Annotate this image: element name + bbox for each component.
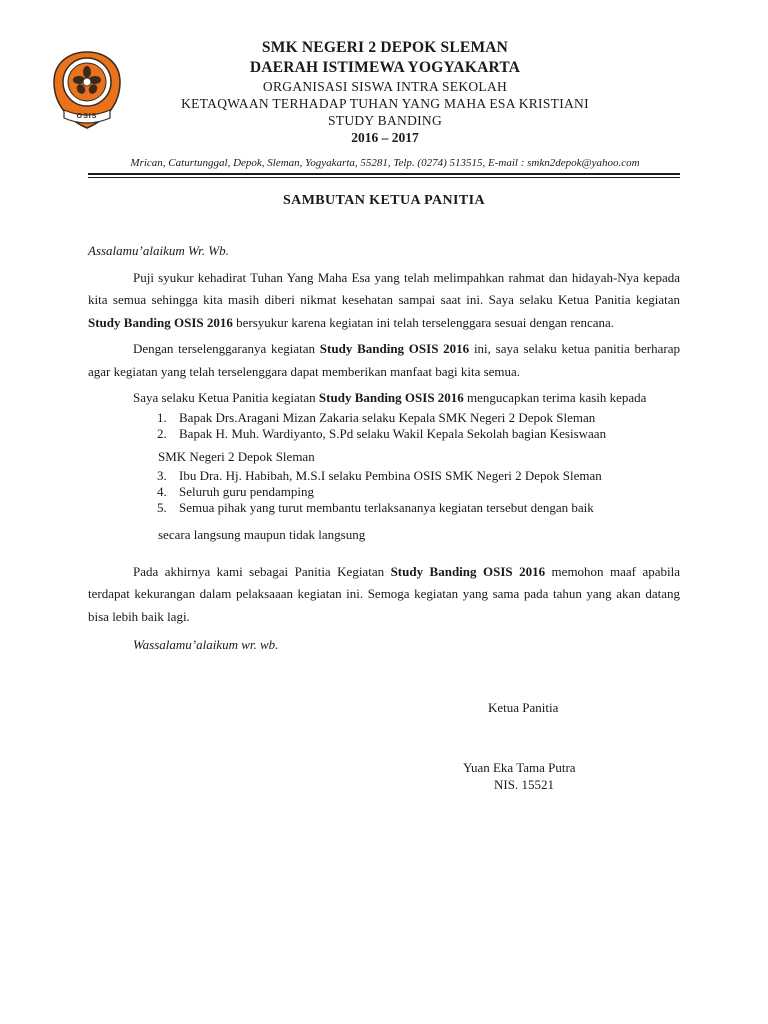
list-item-number: 1. xyxy=(157,409,167,425)
list-item-text-continued: secara langsung maupun tidak langsung xyxy=(158,527,366,542)
signature-name: Yuan Eka Tama Putra xyxy=(463,760,576,775)
list-item-number: 4. xyxy=(157,484,167,499)
list-item-number: 2. xyxy=(157,425,167,441)
list-item-text: Seluruh guru pendamping xyxy=(179,484,315,499)
list-item xyxy=(88,426,680,442)
paragraph-3-text-b: mengucapkan terima kasih kepada xyxy=(463,390,647,405)
list-item-text: Semua pihak yang turut membantu terlaksananya kegiatan tersebut dengan baik xyxy=(179,500,594,515)
list-item-text: Bapak Drs.Aragani Mizan Zakaria selaku Kepala SMK Negeri 2 Depok Sleman xyxy=(179,409,596,425)
list-item xyxy=(88,500,680,516)
closing-salutation: Wassalamu’alaikum wr. wb. xyxy=(133,637,279,652)
list-item-text: Bapak H. Muh. Wardiyanto, S.Pd selaku Wakil Kepala Sekolah bagian Kesiswaan xyxy=(179,425,607,441)
signature-nis: NIS. 15521 xyxy=(494,777,554,792)
paragraph-4 xyxy=(88,561,680,629)
address-line: Mrican, Caturtunggal, Depok, Sleman, Yogyakarta, 55281, Telp. (0274) 513515, E-mail : smkn2depok@yahoo.com xyxy=(130,157,640,169)
letter-body xyxy=(88,240,680,657)
paragraph-1 xyxy=(88,267,680,335)
signature-role: Ketua Panitia xyxy=(488,700,559,715)
paragraph-4-text-b: memohon maaf apabila terdapat kekurangan dalam pelaksaaan kegiatan ini. Semoga kegiatan yang sama pada tahun yang akan datang bisa lebih baik lagi. xyxy=(88,563,681,624)
paragraph-1-bold: Study Banding OSIS 2016 xyxy=(88,314,233,330)
list-item-number: 3. xyxy=(157,468,167,483)
paragraph-4-bold: Study Banding OSIS 2016 xyxy=(390,563,546,579)
list-item-continuation xyxy=(88,524,680,547)
paragraph-3-bold: Study Banding OSIS 2016 xyxy=(318,390,464,405)
list-item-continuation xyxy=(88,446,680,469)
paragraph-3-text-a: Saya selaku Ketua Panitia kegiatan xyxy=(133,390,319,405)
header-rule-thin xyxy=(88,177,680,178)
paragraph-1-text-b: bersyukur karena kegiatan ini telah terselenggara sesuai dengan rencana. xyxy=(232,314,615,330)
division-name: KETAQWAAN TERHADAP TUHAN YANG MAHA ESA KRISTIANI xyxy=(181,96,589,111)
paragraph-2-bold: Study Banding OSIS 2016 xyxy=(319,341,470,356)
region-name: DAERAH ISTIMEWA YOGYAKARTA xyxy=(249,59,521,76)
paragraph-3 xyxy=(88,387,680,410)
document-title: SAMBUTAN KETUA PANITIA xyxy=(283,193,485,208)
list-item-text-continued: SMK Negeri 2 Depok Sleman xyxy=(158,448,315,464)
header-rule-thick xyxy=(88,173,680,175)
list-item-text: Ibu Dra. Hj. Habibah, M.S.I selaku Pembina OSIS SMK Negeri 2 Depok Sleman xyxy=(179,468,602,483)
period: 2016 – 2017 xyxy=(351,130,419,145)
organization-name: ORGANISASI SISWA INTRA SEKOLAH xyxy=(262,79,508,94)
list-item xyxy=(88,410,680,426)
paragraph-2 xyxy=(88,338,680,383)
list-item-number: 5. xyxy=(157,500,167,515)
paragraph-2-text-a: Dengan terselenggaranya kegiatan xyxy=(133,341,320,356)
paragraph-1-text-a: Puji syukur kehadirat Tuhan Yang Maha Esa yang telah melimpahkan rahmat dan hidayah-Nya kepada kita semua sehingga kita masih diberi nikmat kesehatan sampai saat ini. Saya selaku Ketua Panitia kegiatan xyxy=(88,269,680,307)
list-item xyxy=(88,468,680,484)
letterhead xyxy=(120,38,650,146)
paragraph-2-text-b: ini, saya selaku ketua panitia berharap agar kegiatan yang telah terselenggara dapat memberikan manfaat bagi kita semua. xyxy=(88,341,680,379)
paragraph-4-text-a: Pada akhirnya kami sebagai Panitia Kegiatan xyxy=(133,563,391,579)
thanks-list xyxy=(88,410,680,547)
greeting: Assalamu’alaikum Wr. Wb. xyxy=(88,243,229,258)
event-name: STUDY BANDING xyxy=(327,113,443,128)
list-item xyxy=(88,484,680,500)
school-name: SMK NEGERI 2 DEPOK SLEMAN xyxy=(261,39,509,56)
logo-text: OSIS xyxy=(76,113,98,120)
